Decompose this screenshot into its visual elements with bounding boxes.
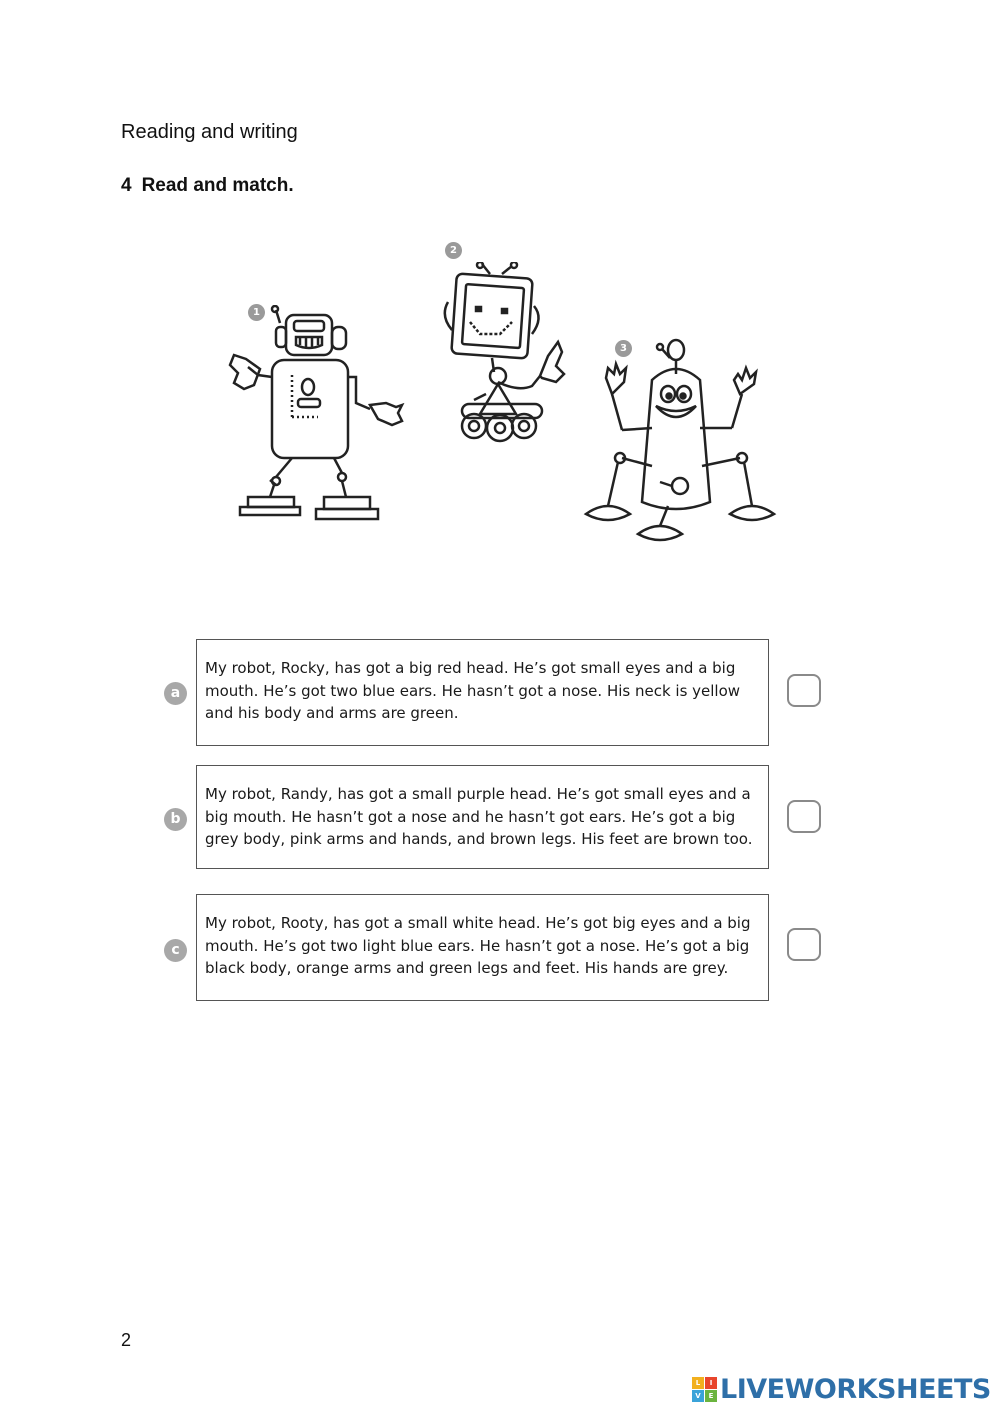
robot-number-1: 1 <box>248 304 265 321</box>
task-title: Read and match. <box>141 175 294 196</box>
logo-grid-icon: L I V E <box>692 1377 717 1402</box>
description-box-c <box>196 894 769 1001</box>
item-label-b: b <box>164 808 187 831</box>
brand-text: LIVEWORKSHEETS <box>720 1374 991 1405</box>
description-text-a: My robot, Rocky, has got a big red head. He’s got small eyes and a big mouth. He’s got two blue ears. He hasn’t got a nose. His neck is yellow and his body and arms are green. <box>205 659 741 722</box>
boxy-robot-icon <box>212 305 412 525</box>
answer-input-a[interactable] <box>787 674 821 707</box>
section-title: Reading and writing <box>121 121 298 143</box>
description-text-b: My robot, Randy, has got a small purple head. He’s got small eyes and a big mouth. He hasn’t got a nose and he hasn’t got ears. He’s got a big grey body, pink arms and hands, and brown legs. His feet are brown too. <box>205 785 753 848</box>
robot-number-2: 2 <box>445 242 462 259</box>
description-text-c: My robot, Rooty, has got a small white head. He’s got big eyes and a big mouth. He’s got two light blue ears. He hasn’t got a nose. He’s got a big black body, orange arms and green legs and feet. His hands are grey. <box>205 914 751 977</box>
cylinder-robot-icon <box>582 336 778 551</box>
robot-number-3: 3 <box>615 340 632 357</box>
liveworksheets-logo <box>692 1374 991 1405</box>
tv-head-robot-icon <box>440 262 580 447</box>
answer-input-b[interactable] <box>787 800 821 833</box>
description-box-b <box>196 765 769 869</box>
description-box-a <box>196 639 769 746</box>
task-number: 4 <box>121 175 132 196</box>
page-number: 2 <box>121 1330 132 1350</box>
answer-input-c[interactable] <box>787 928 821 961</box>
item-label-c: c <box>164 939 187 962</box>
task-heading <box>121 175 294 197</box>
item-label-a: a <box>164 682 187 705</box>
